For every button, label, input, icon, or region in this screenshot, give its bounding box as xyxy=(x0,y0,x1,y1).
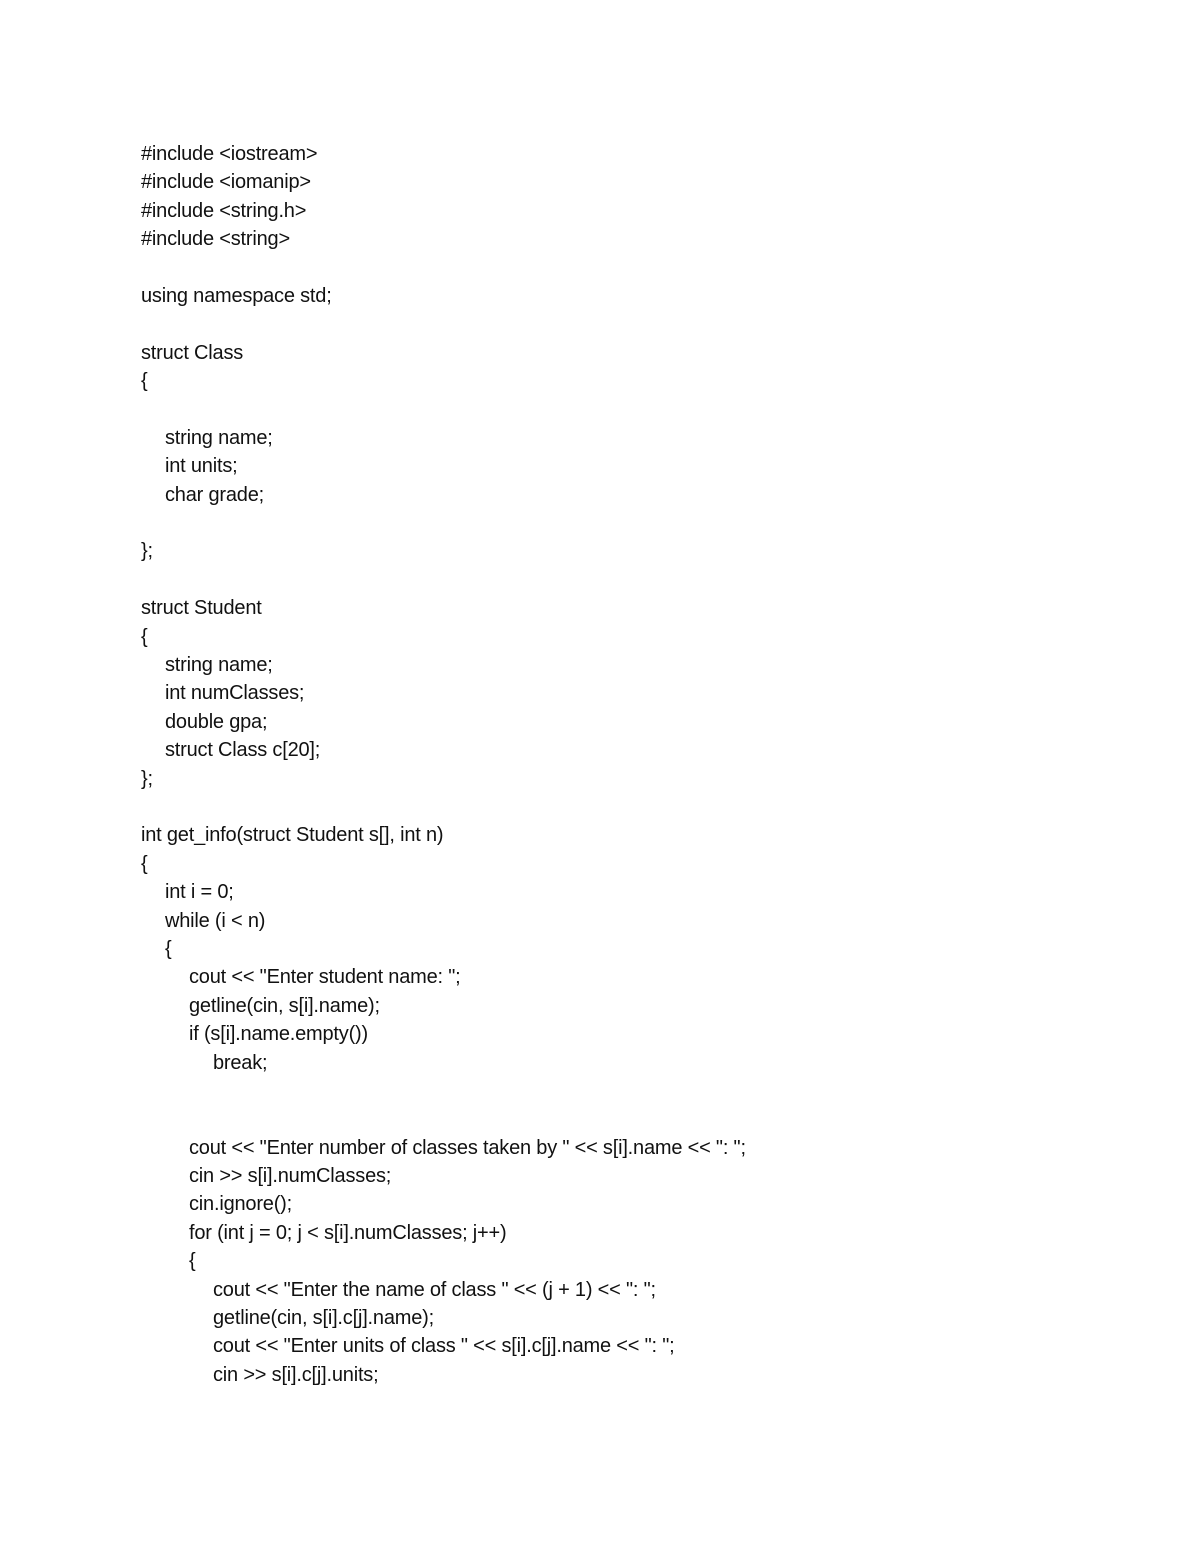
code-line: { xyxy=(141,370,148,393)
code-line: break; xyxy=(213,1051,268,1074)
blank-line xyxy=(141,396,746,424)
code-line: string name; xyxy=(165,654,273,677)
code-listing xyxy=(141,140,746,1389)
blank-line xyxy=(141,1077,746,1105)
code-line: struct Class xyxy=(141,341,244,364)
code-line: char grade; xyxy=(165,483,264,506)
code-line: getline(cin, s[i].name); xyxy=(189,994,380,1017)
code-line: int i = 0; xyxy=(165,881,234,904)
blank-line xyxy=(141,793,746,821)
code-line: cin >> s[i].c[j].units; xyxy=(213,1363,379,1386)
code-line: getline(cin, s[i].c[j].name); xyxy=(213,1307,434,1330)
code-line: #include <iostream> xyxy=(141,143,318,165)
code-line: struct Student xyxy=(141,597,262,620)
blank-line xyxy=(141,566,746,594)
code-line: { xyxy=(141,625,148,648)
code-line: struct Class c[20]; xyxy=(165,739,321,762)
code-line: cout << "Enter student name: "; xyxy=(189,966,461,989)
code-line: { xyxy=(141,852,148,875)
code-line: #include <string.h> xyxy=(141,199,307,222)
blank-line xyxy=(141,310,746,338)
code-line: string name; xyxy=(165,426,273,449)
code-line: int numClasses; xyxy=(165,682,305,705)
code-line: cin >> s[i].numClasses; xyxy=(189,1165,392,1188)
code-line: while (i < n) xyxy=(165,909,266,932)
code-line: int get_info(struct Student s[], int n) xyxy=(141,824,444,847)
code-line: cout << "Enter number of classes taken by " << s[i].name << ": "; xyxy=(189,1136,746,1159)
code-line: for (int j = 0; j < s[i].numClasses; j++) xyxy=(189,1221,507,1244)
blank-line xyxy=(141,254,746,282)
code-line: cin.ignore(); xyxy=(189,1193,292,1216)
blank-line xyxy=(141,1105,746,1133)
code-line: using namespace std; xyxy=(141,284,332,307)
blank-line xyxy=(141,509,746,537)
code-line: { xyxy=(165,937,172,960)
code-line: #include <iomanip> xyxy=(141,171,311,194)
code-line: }; xyxy=(141,767,153,790)
code-line: }; xyxy=(141,540,153,563)
code-line: int units; xyxy=(165,455,238,478)
code-line: #include <string> xyxy=(141,228,290,251)
code-line: cout << "Enter the name of class " << (j + 1) << ": "; xyxy=(213,1278,656,1301)
code-line: if (s[i].name.empty()) xyxy=(189,1023,368,1046)
code-line: double gpa; xyxy=(165,710,268,733)
code-line: { xyxy=(189,1250,196,1273)
code-line: cout << "Enter units of class " << s[i].c[j].name << ": "; xyxy=(213,1335,675,1358)
